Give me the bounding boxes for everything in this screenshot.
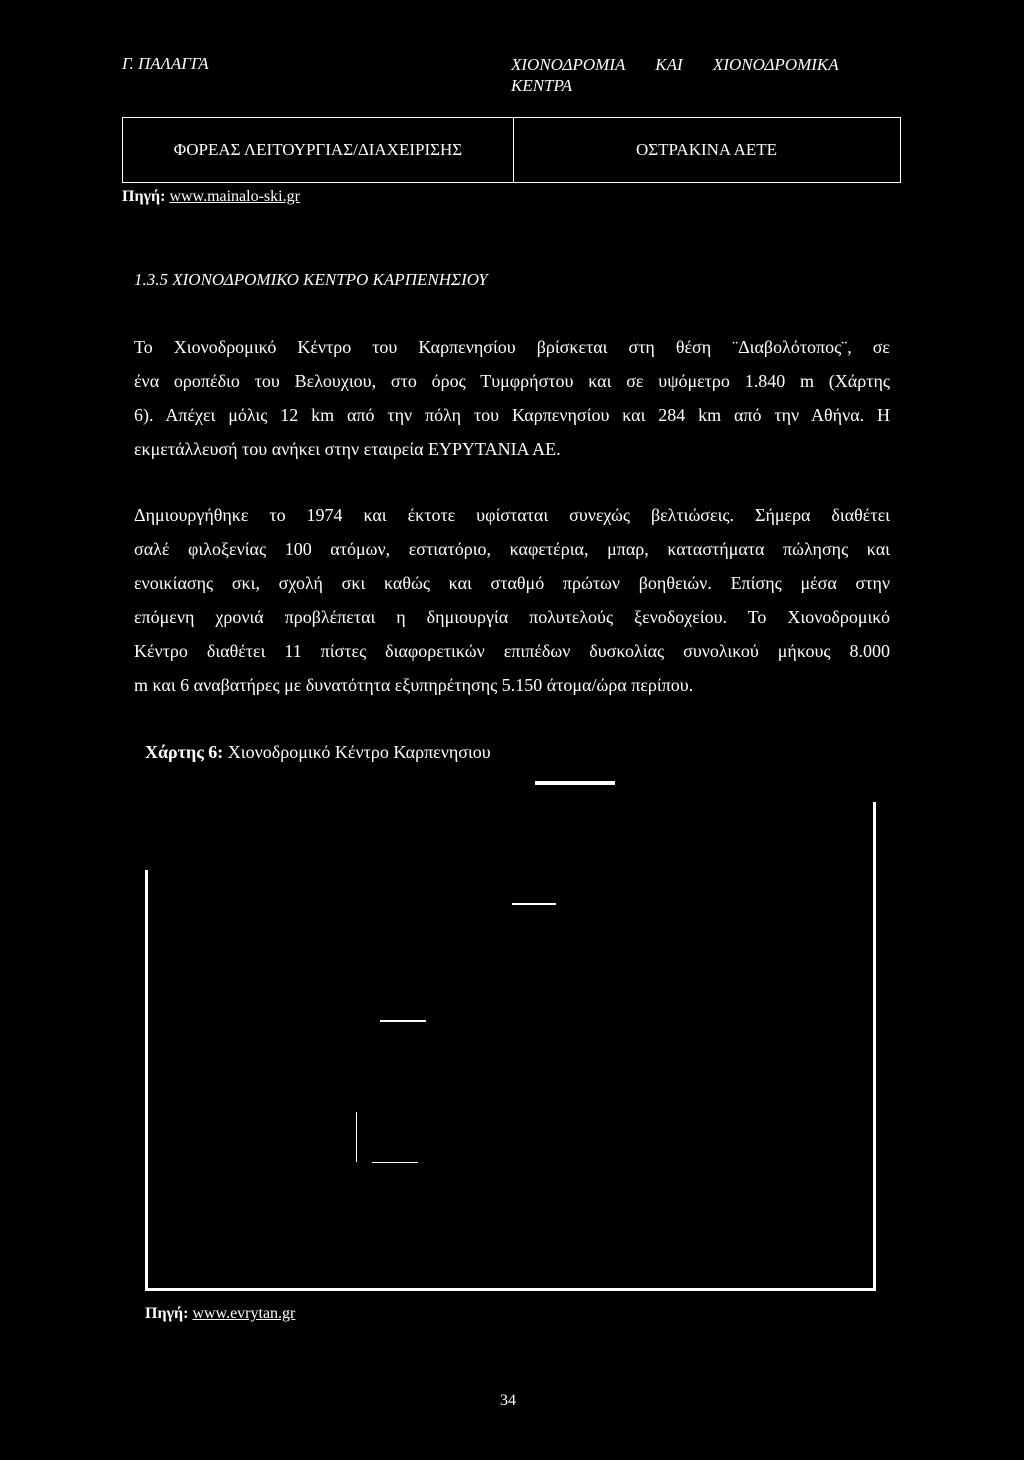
source-label: Πηγή: xyxy=(122,188,166,205)
source-link[interactable]: www.mainalo-ski.gr xyxy=(169,188,300,205)
paragraph-line: m και 6 αναβατήρες με δυνατότητα εξυπηρέτησης 5.150 άτομα/ώρα περίπου. xyxy=(134,675,694,695)
map-mark xyxy=(372,1162,418,1163)
header-title-line2: ΚΕΝΤΡΑ xyxy=(511,76,573,95)
paragraph-1 xyxy=(134,330,890,466)
map-top-rule xyxy=(535,781,615,785)
paragraph-line: Δημιουργήθηκε το 1974 και έκτοτε υφίσταται συνεχώς βελτιώσεις. Σήμερα διαθέτει xyxy=(134,505,890,525)
section-title: 1.3.5 ΧΙΟΝΟΔΡΟΜΙΚΟ ΚΕΝΤΡΟ ΚΑΡΠΕΝΗΣΙΟΥ xyxy=(134,270,488,289)
paragraph-line: επόμενη χρονιά προβλέπεται η δημιουργία πολυτελούς ξενοδοχείου. Το Χιονοδρομικό xyxy=(134,607,890,627)
map-caption-text: Χιονοδρομικό Κέντρο Καρπενησιου xyxy=(227,742,491,762)
source-link[interactable]: www.evrytan.gr xyxy=(192,1305,296,1322)
map-mark xyxy=(380,1020,426,1022)
map-right-border xyxy=(873,802,876,1288)
page-number: 34 xyxy=(500,1392,516,1409)
source-line-2 xyxy=(145,1305,295,1323)
paragraph-line: ένα οροπέδιο του Βελουχιου, στο όρος Τυμφρήστου και σε υψόμετρο 1.840 m (Χάρτης xyxy=(134,371,890,391)
operator-value-cell: ΟΣΤΡΑΚΙΝΑ ΑΕΤΕ xyxy=(635,140,778,159)
map-caption-label: Χάρτης 6: xyxy=(145,742,224,762)
map-mark xyxy=(512,903,556,905)
map-caption xyxy=(145,742,491,763)
paragraph-line: 6). Απέχει μόλις 12 km από την πόλη του Καρπενησίου και 284 km από την Αθήνα. Η xyxy=(134,405,890,425)
source-label: Πηγή: xyxy=(145,1305,189,1322)
paragraph-line: σαλέ φιλοξενίας 100 ατόμων, εστιατόριο, καφετέρια, μπαρ, καταστήματα πώλησης και xyxy=(134,539,890,559)
map-mark xyxy=(356,1112,357,1162)
header-title-line1 xyxy=(511,54,891,75)
map-bottom-border xyxy=(145,1288,876,1291)
header-author: Γ. ΠΑΛΑΓΓΑ xyxy=(122,54,209,73)
header-title-text: ΧΙΟΝΟΔΡΟΜΙΑ ΚΑΙ ΧΙΟΝΟΔΡΟΜΙΚΑ xyxy=(511,55,839,74)
paragraph-line: εκμετάλλευσή του ανήκει στην εταιρεία ΕΥΡΥΤΑΝΙΑ ΑΕ. xyxy=(134,439,561,459)
paragraph-line: Το Χιονοδρομικό Κέντρο του Καρπενησίου βρίσκεται στη θέση ¨Διαβολότοπος¨, σε xyxy=(134,337,890,357)
paragraph-line: ενοικίασης σκι, σχολή σκι καθώς και σταθμό πρώτων βοηθειών. Επίσης μέσα στην xyxy=(134,573,890,593)
map-left-border xyxy=(145,870,148,1290)
header-title xyxy=(511,54,891,96)
source-line-1 xyxy=(122,188,300,206)
operator-label-cell: ΦΟΡΕΑΣ ΛΕΙΤΟΥΡΓΙΑΣ/ΔΙΑΧΕΙΡΙΣΗΣ xyxy=(123,118,514,182)
operator-table xyxy=(122,117,901,183)
paragraph-2 xyxy=(134,498,890,702)
paragraph-line: Κέντρο διαθέτει 11 πίστες διαφορετικών επιπέδων δυσκολίας συνολικού μήκους 8.000 xyxy=(134,641,890,661)
